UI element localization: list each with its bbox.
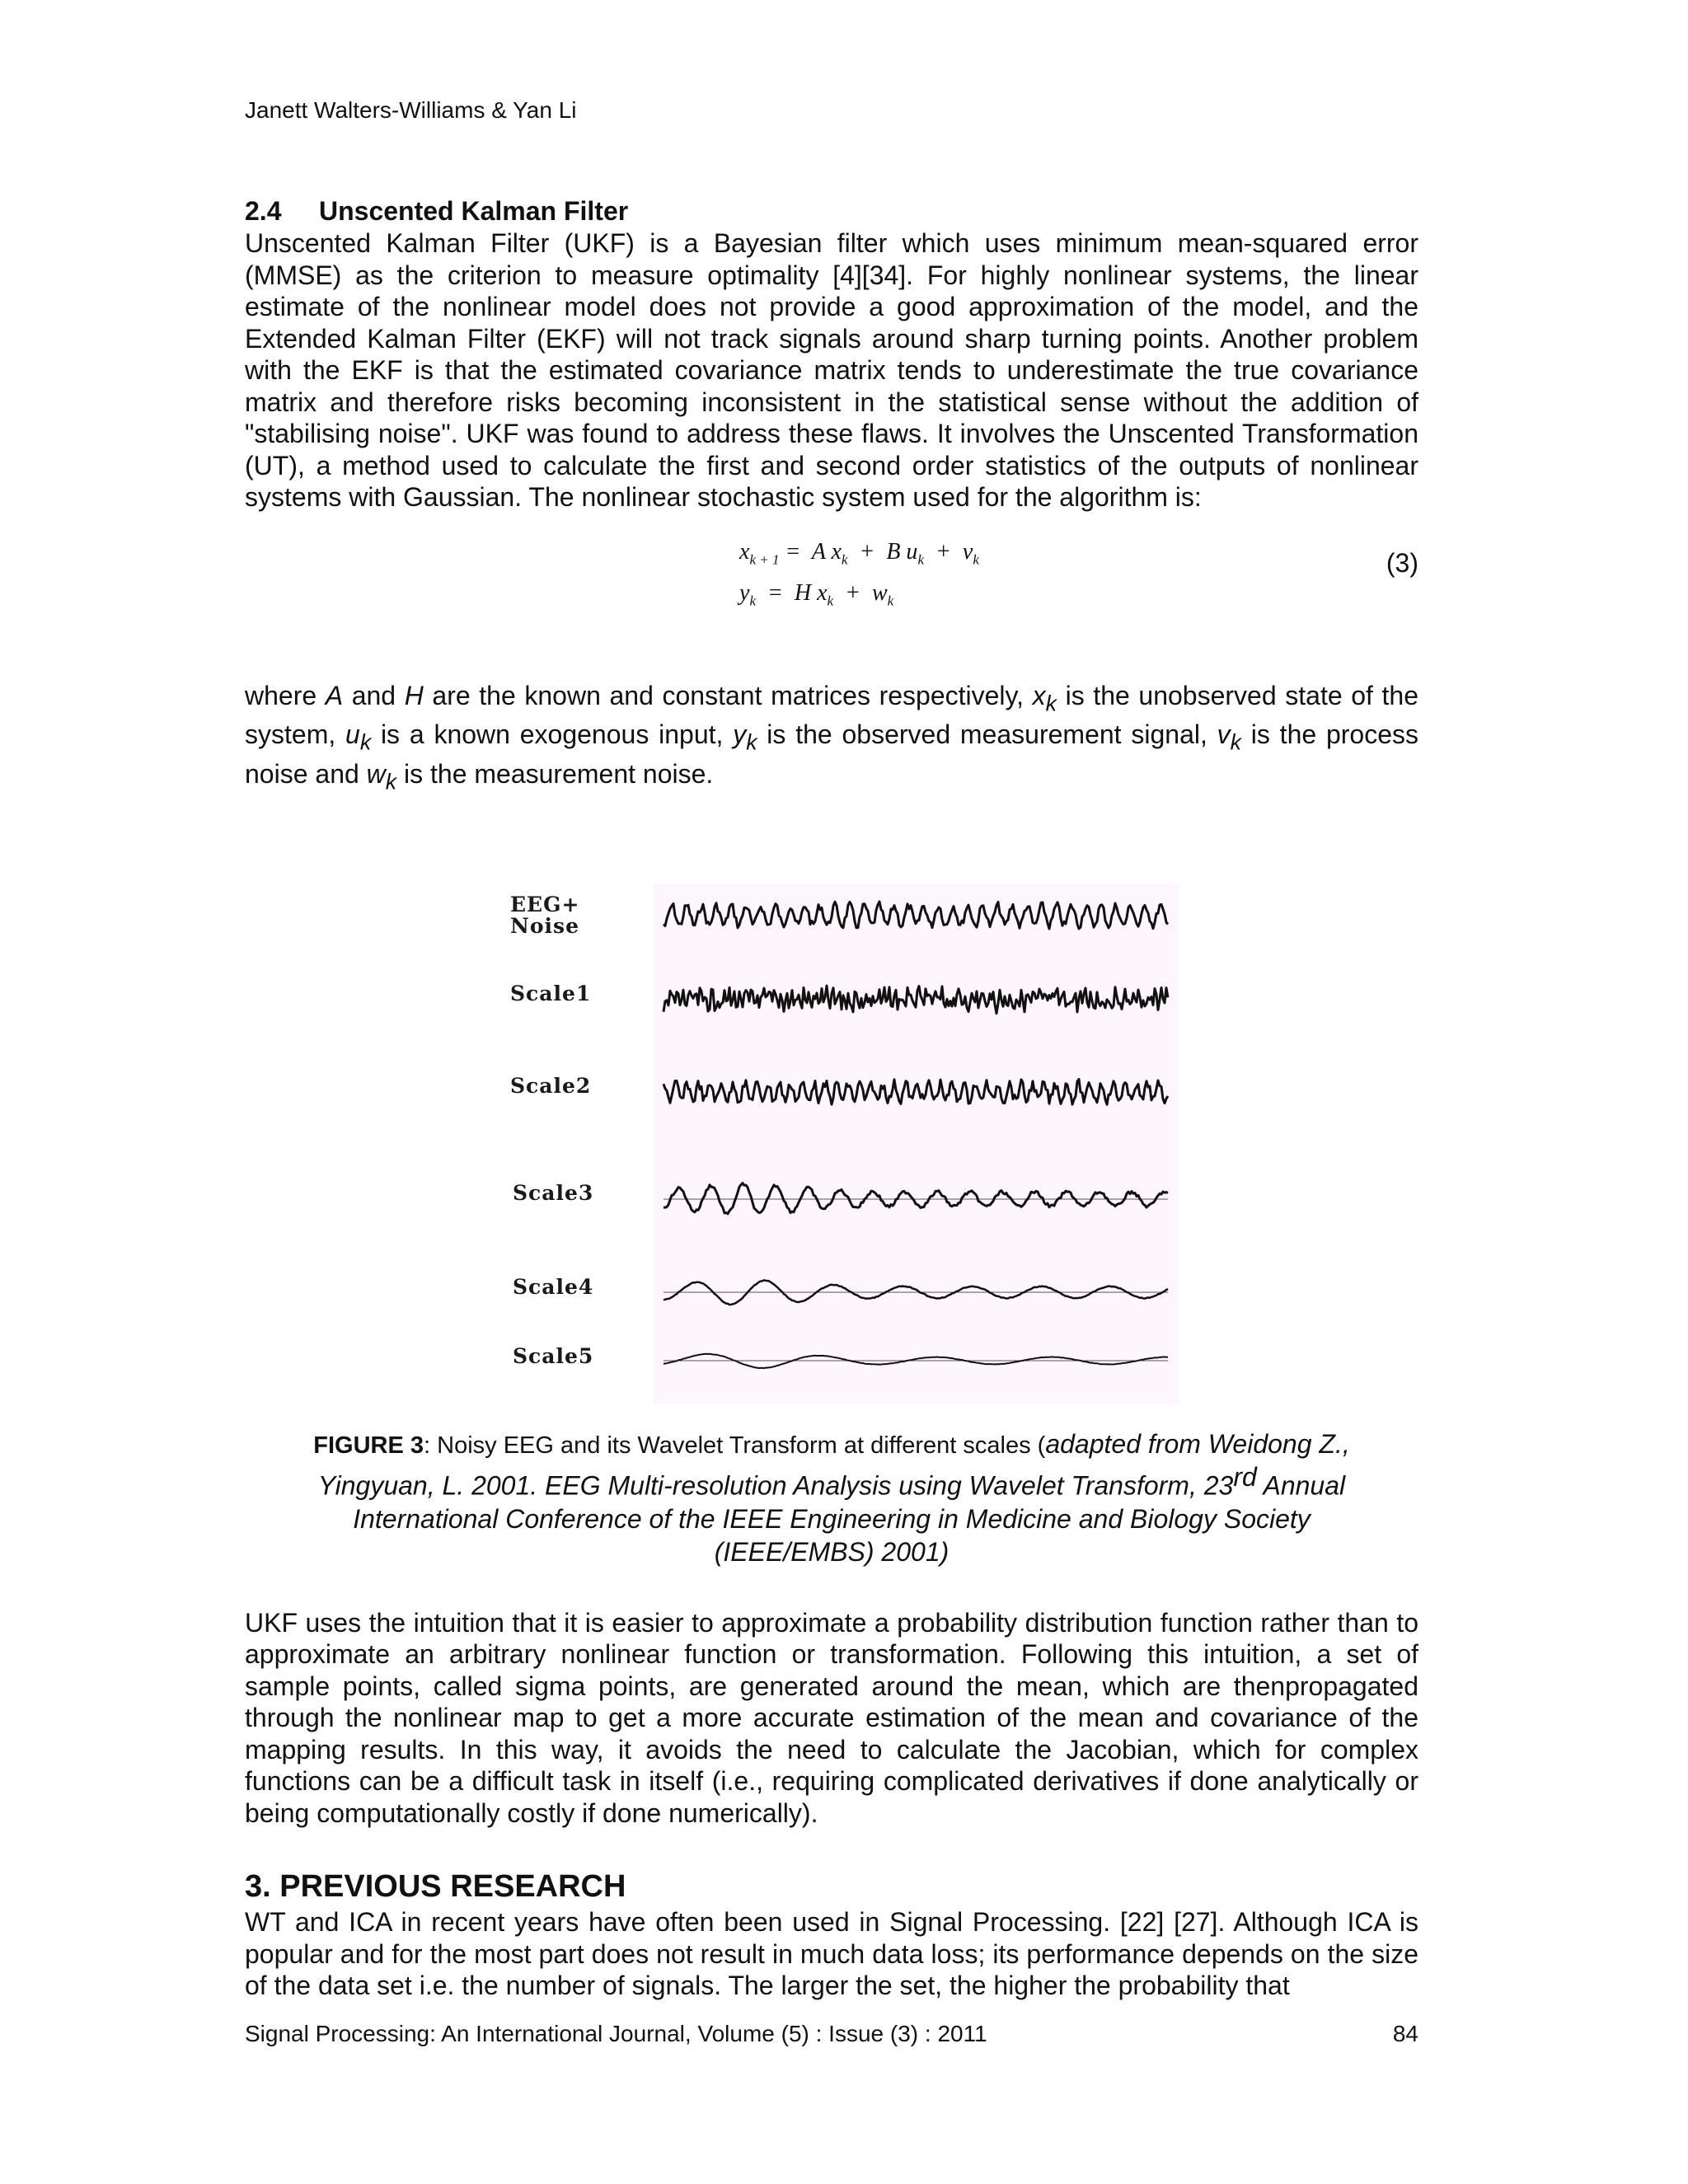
label-eeg-noise-1: EEG+ [510, 893, 580, 917]
ukf-intro-paragraph: Unscented Kalman Filter (UKF) is a Bayesian filter which uses minimum mean-squared error (MMSE) as the criterion to measure optimality [4][34]. For highly nonlinear systems, the linear estimate of the nonlinear model does not provide a good approximation of the model, and the Extended Kalman Filter (EKF) will not track signals around sharp turning points. Another problem with the EKF is that the estimated covariance matrix tends to underestimate the true covariance matrix and therefore risks becoming inconsistent in the statistical sense without the addition of "stabilising noise". UKF was found to address these flaws. It involves the Unscented Transformation (UT), a method used to calculate the first and second order statistics of the outputs of nonlinear systems with Gaussian. The nonlinear stochastic system used for the algorithm is: [245, 228, 1418, 512]
label-scale5: Scale5 [513, 1344, 594, 1369]
page-number: 84 [1392, 2021, 1418, 2046]
running-head: Janett Walters-Williams & Yan Li [245, 97, 577, 123]
where-paragraph: where A and H are the known and constant matrices respectively, $x_k$ is the unobserved state of the system, $u_k$ is a known exogenous input, $y_k$ is the observed measurement signal, $v_k$ is the process noise and $w_k$ is the measurement noise. [245, 680, 1419, 794]
wavelet-traces [654, 884, 1178, 1404]
figure-3 [245, 884, 1418, 1428]
trace-eeg-noise [663, 902, 1168, 929]
trace-scale2 [663, 1080, 1168, 1105]
equation-line-2: $y_k = H$ $x_k + w_k$ [739, 579, 894, 609]
previous-research-paragraph: WT and ICA in recent years have often been used in Signal Processing. [22] [27]. Although ICA is popular and for the most part does not result in much data loss; its performance depends on the size of the data set i.e. the number of signals. The larger the set, the higher the probability that [245, 1907, 1418, 2001]
equation-line-1: $x_{k + 1} = A$ $x_k + B$ $u_k + v_k$ [739, 538, 979, 568]
page-footer [245, 2021, 1418, 2047]
label-scale2: Scale2 [510, 1074, 592, 1099]
section-3-heading: 3. PREVIOUS RESEARCH [245, 1869, 626, 1905]
equation-number: (3) [1386, 547, 1418, 578]
ukf-intuition-paragraph: UKF uses the intuition that it is easier to approximate a probability distribution function rather than to approximate an arbitrary nonlinear function or transformation. Following this intuition, a set of sample points, called sigma points, are generated around the mean, which are thenpropagated through the nonlinear map to get a more accurate estimation of the mean and covariance of the mapping results. In this way, it avoids the need to calculate the Jacobian, which for complex functions can be a difficult task in itself (i.e., requiring complicated derivatives if done analytically or being computationally costly if done numerically). [245, 1607, 1418, 1828]
label-scale4: Scale4 [513, 1275, 594, 1300]
label-scale1: Scale1 [510, 982, 592, 1006]
trace-scale1 [663, 986, 1168, 1014]
figure-3-caption: FIGURE 3: Noisy EEG and its Wavelet Transform at different scales (adapted from Weidong Z., Yingyuan, L. 2001. EEG Multi-resolution Analysis using Wavelet Transform, 23rd Annual International Conference of the IEEE Engineering in Medicine and Biology Society (IEEE/EMBS) 2001) [313, 1429, 1350, 1567]
journal-citation: Signal Processing: An International Journal, Volume (5) : Issue (3) : 2011 [245, 2021, 987, 2046]
section-2-4-heading [245, 194, 1418, 227]
equation-3 [245, 532, 1418, 647]
label-eeg-noise-2: Noise [510, 914, 580, 939]
equation-lines [739, 532, 979, 614]
label-scale3: Scale3 [513, 1181, 594, 1206]
trace-scale3 [663, 1183, 1168, 1214]
main-content [245, 194, 1418, 2002]
section-title: Unscented Kalman Filter [319, 196, 629, 226]
section-number: 2.4 [245, 196, 282, 226]
